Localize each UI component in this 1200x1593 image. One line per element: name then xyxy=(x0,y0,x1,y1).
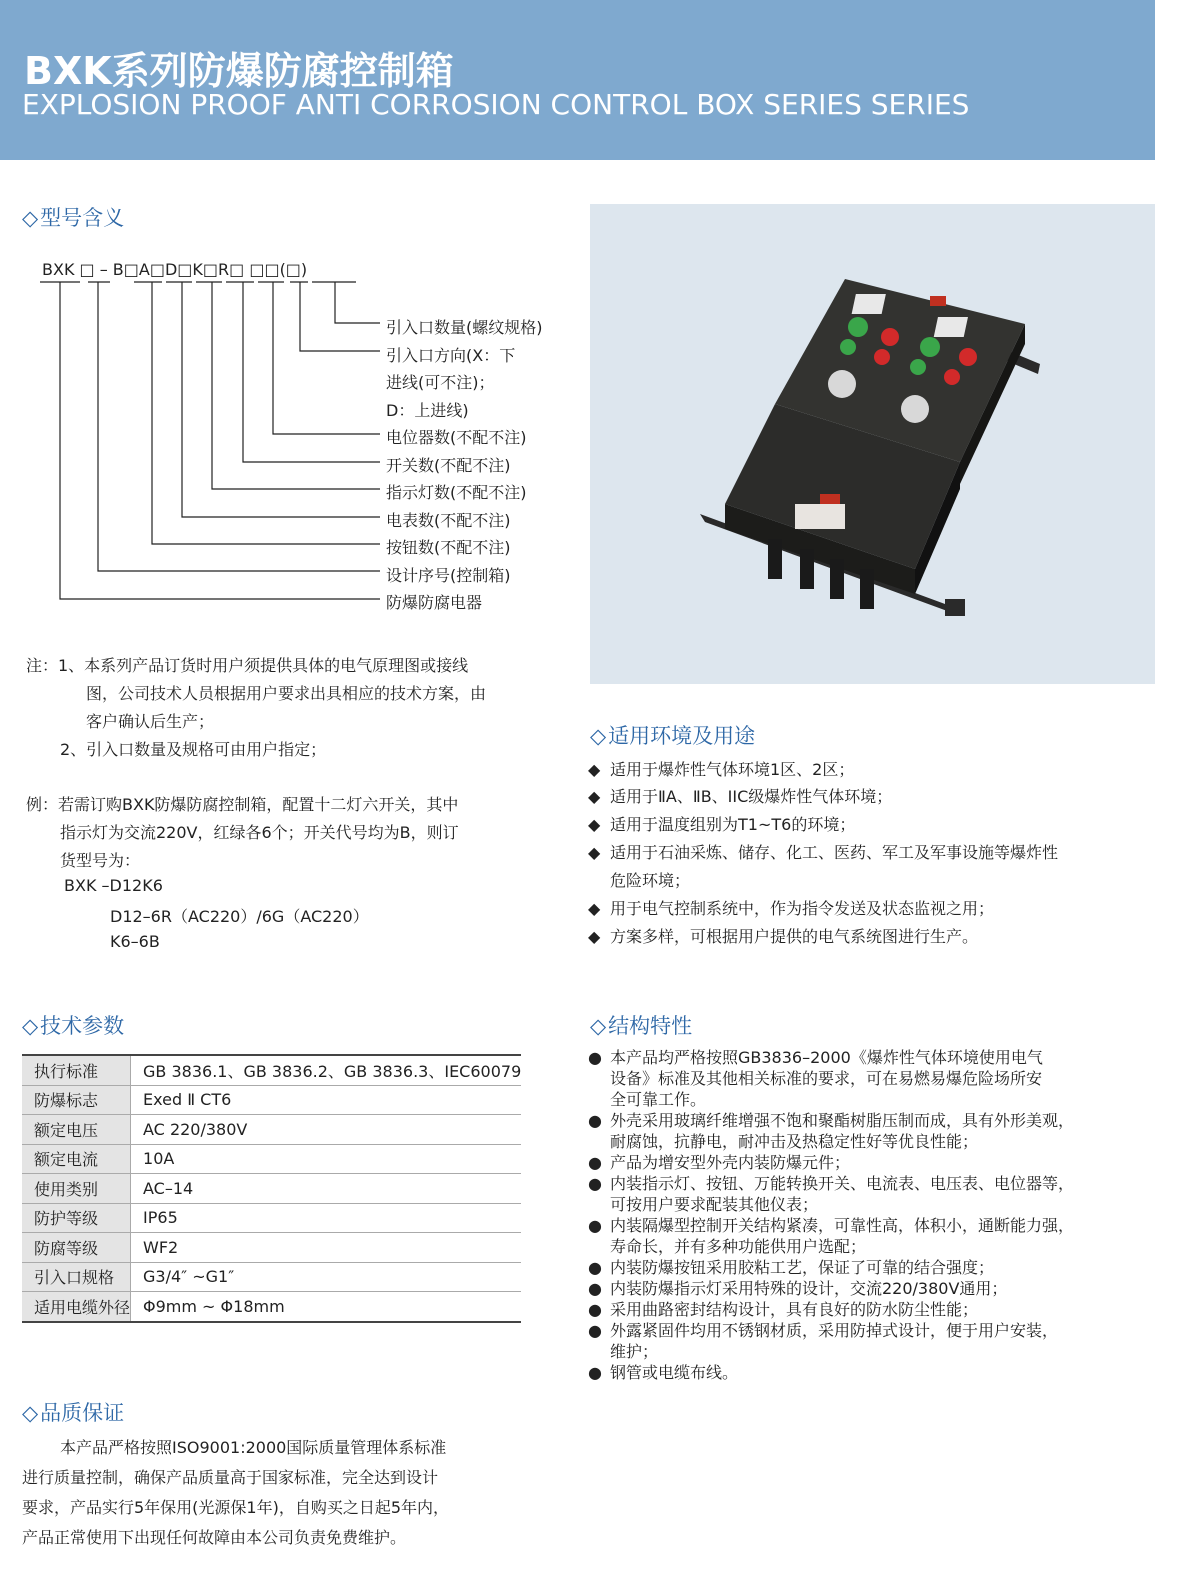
section-structure: ◇结构特性 xyxy=(590,1014,693,1038)
product-photo xyxy=(590,204,1155,684)
example-line: 货型号为： xyxy=(60,851,141,870)
table-row: 防爆标志 Exed Ⅱ CT6 xyxy=(22,1085,521,1115)
model-line-8: 电表数(不配不注) xyxy=(386,511,511,530)
section-quality: ◇品质保证 xyxy=(22,1401,125,1425)
table-row: 额定电压 AC 220/380V xyxy=(22,1115,521,1145)
quality-line: 要求，产品实行5年保用(光源保1年)，自购买之日起5年内， xyxy=(22,1498,450,1517)
model-code: BXK □ – B□A□D□K□R□ □□(□) xyxy=(42,260,308,279)
section-quality-label: 品质保证 xyxy=(40,1401,125,1425)
section-environment: ◇适用环境及用途 xyxy=(590,724,756,748)
structure-item-continued: 可按用户要求配装其他仪表； xyxy=(610,1195,819,1214)
structure-item-continued: 寿命长，并有多种功能供用户选配； xyxy=(610,1237,867,1256)
structure-item: ● 内装指示灯、按钮、万能转换开关、电流表、电压表、电位器等， xyxy=(588,1174,1075,1193)
spec-table xyxy=(22,1054,521,1323)
env-item: ◆ 适用于ⅡA、ⅡB、IIC级爆炸性气体环境； xyxy=(588,787,893,806)
env-item: ◆ 适用于爆炸性气体环境1区、2区； xyxy=(588,760,855,779)
page-title: BXK系列防爆防腐控制箱 xyxy=(24,49,454,93)
example-line: 例：若需订购BXK防爆防腐控制箱，配置十二灯六开关，其中 xyxy=(26,795,459,814)
example-line: K6–6B xyxy=(110,932,160,951)
model-line-7: 指示灯数(不配不注) xyxy=(386,483,527,502)
model-line-9: 按钮数(不配不注) xyxy=(386,538,511,557)
model-line-6: 开关数(不配不注) xyxy=(386,456,511,475)
quality-line: 进行质量控制，确保产品质量高于国家标准，完全达到设计 xyxy=(22,1468,439,1487)
note-line: 图，公司技术人员根据用户要求出具相应的技术方案，由 xyxy=(86,684,487,703)
model-line-1: 引入口数量(螺纹规格) xyxy=(386,318,543,337)
structure-item-continued: 全可靠工作。 xyxy=(610,1090,707,1109)
example-line: BXK –D12K6 xyxy=(64,876,163,895)
structure-item: ● 钢管或电缆布线。 xyxy=(588,1363,739,1382)
model-line-4: D：上进线) xyxy=(386,401,469,420)
model-line-5: 电位器数(不配不注) xyxy=(386,428,527,447)
structure-item-continued: 设备》标准及其他相关标准的要求，可在易燃易爆危险场所安 xyxy=(610,1069,1043,1088)
table-row: 执行标准 GB 3836.1、GB 3836.2、GB 3836.3、IEC60079 xyxy=(22,1055,521,1085)
env-item: ◆ 适用于石油采炼、储存、化工、医药、军工及军事设施等爆炸性 xyxy=(588,843,1059,862)
page-subtitle: EXPLOSION PROOF ANTI CORROSION CONTROL BOX SERIES SERIES xyxy=(22,88,970,121)
structure-item: ● 内装防爆按钮采用胶粘工艺，保证了可靠的结合强度； xyxy=(588,1258,995,1277)
example-line: D12–6R（AC220）/6G（AC220） xyxy=(110,907,369,926)
env-item-continued: 危险环境； xyxy=(610,871,691,890)
structure-item: ● 产品为增安型外壳内装防爆元件； xyxy=(588,1153,851,1172)
table-row: 防护等级 IP65 xyxy=(22,1203,521,1233)
table-row: 适用电缆外径 Φ9mm ~ Φ18mm xyxy=(22,1292,521,1322)
section-tech-params: ◇技术参数 xyxy=(22,1014,125,1038)
section-tech-params-label: 技术参数 xyxy=(40,1014,125,1038)
structure-item: ● 内装防爆指示灯采用特殊的设计，交流220/380V通用； xyxy=(588,1279,1008,1298)
section-model-meaning: ◇型号含义 xyxy=(22,206,125,230)
structure-item: ● 采用曲路密封结构设计，具有良好的防水防尘性能； xyxy=(588,1300,979,1319)
structure-item: ● 外壳采用玻璃纤维增强不饱和聚酯树脂压制而成，具有外形美观， xyxy=(588,1111,1075,1130)
table-row: 引入口规格 G3/4″ ~G1″ xyxy=(22,1262,521,1292)
table-row: 使用类别 AC–14 xyxy=(22,1174,521,1204)
section-structure-label: 结构特性 xyxy=(608,1014,693,1038)
note-line: 注：1、本系列产品订货时用户须提供具体的电气原理图或接线 xyxy=(26,656,469,675)
model-line-2: 引入口方向(X：下 xyxy=(386,346,516,365)
structure-item: ● 本产品均严格按照GB3836–2000《爆炸性气体环境使用电气 xyxy=(588,1048,1043,1067)
env-item: ◆ 方案多样，可根据用户提供的电气系统图进行生产。 xyxy=(588,927,979,946)
structure-item: ● 外露紧固件均用不锈钢材质，采用防掉式设计，便于用户安装， xyxy=(588,1321,1059,1340)
quality-line: 产品正常使用下出现任何故障由本公司负责免费维护。 xyxy=(22,1528,407,1547)
structure-item-continued: 维护； xyxy=(610,1342,659,1361)
model-line-11: 防爆防腐电器 xyxy=(386,593,483,612)
quality-line: 本产品严格按照ISO9001:2000国际质量管理体系标准 xyxy=(60,1438,447,1457)
section-model-meaning-label: 型号含义 xyxy=(40,206,125,230)
env-item: ◆ 适用于温度组别为T1~T6的环境； xyxy=(588,815,856,834)
env-item: ◆ 用于电气控制系统中，作为指令发送及状态监视之用； xyxy=(588,899,995,918)
table-row: 防腐等级 WF2 xyxy=(22,1233,521,1263)
control-box-illustration xyxy=(590,204,1155,684)
note-line: 客户确认后生产； xyxy=(86,712,215,731)
structure-item-continued: 耐腐蚀，抗静电，耐冲击及热稳定性好等优良性能； xyxy=(610,1132,979,1151)
example-line: 指示灯为交流220V，红绿各6个；开关代号均为B，则订 xyxy=(60,823,459,842)
model-line-10: 设计序号(控制箱) xyxy=(386,566,511,585)
structure-item: ● 内装隔爆型控制开关结构紧凑，可靠性高，体积小，通断能力强， xyxy=(588,1216,1075,1235)
section-environment-label: 适用环境及用途 xyxy=(608,724,756,748)
note-line: 2、引入口数量及规格可由用户指定； xyxy=(60,740,327,759)
model-line-3: 进线(可不注)； xyxy=(386,373,495,392)
table-row: 额定电流 10A xyxy=(22,1144,521,1174)
